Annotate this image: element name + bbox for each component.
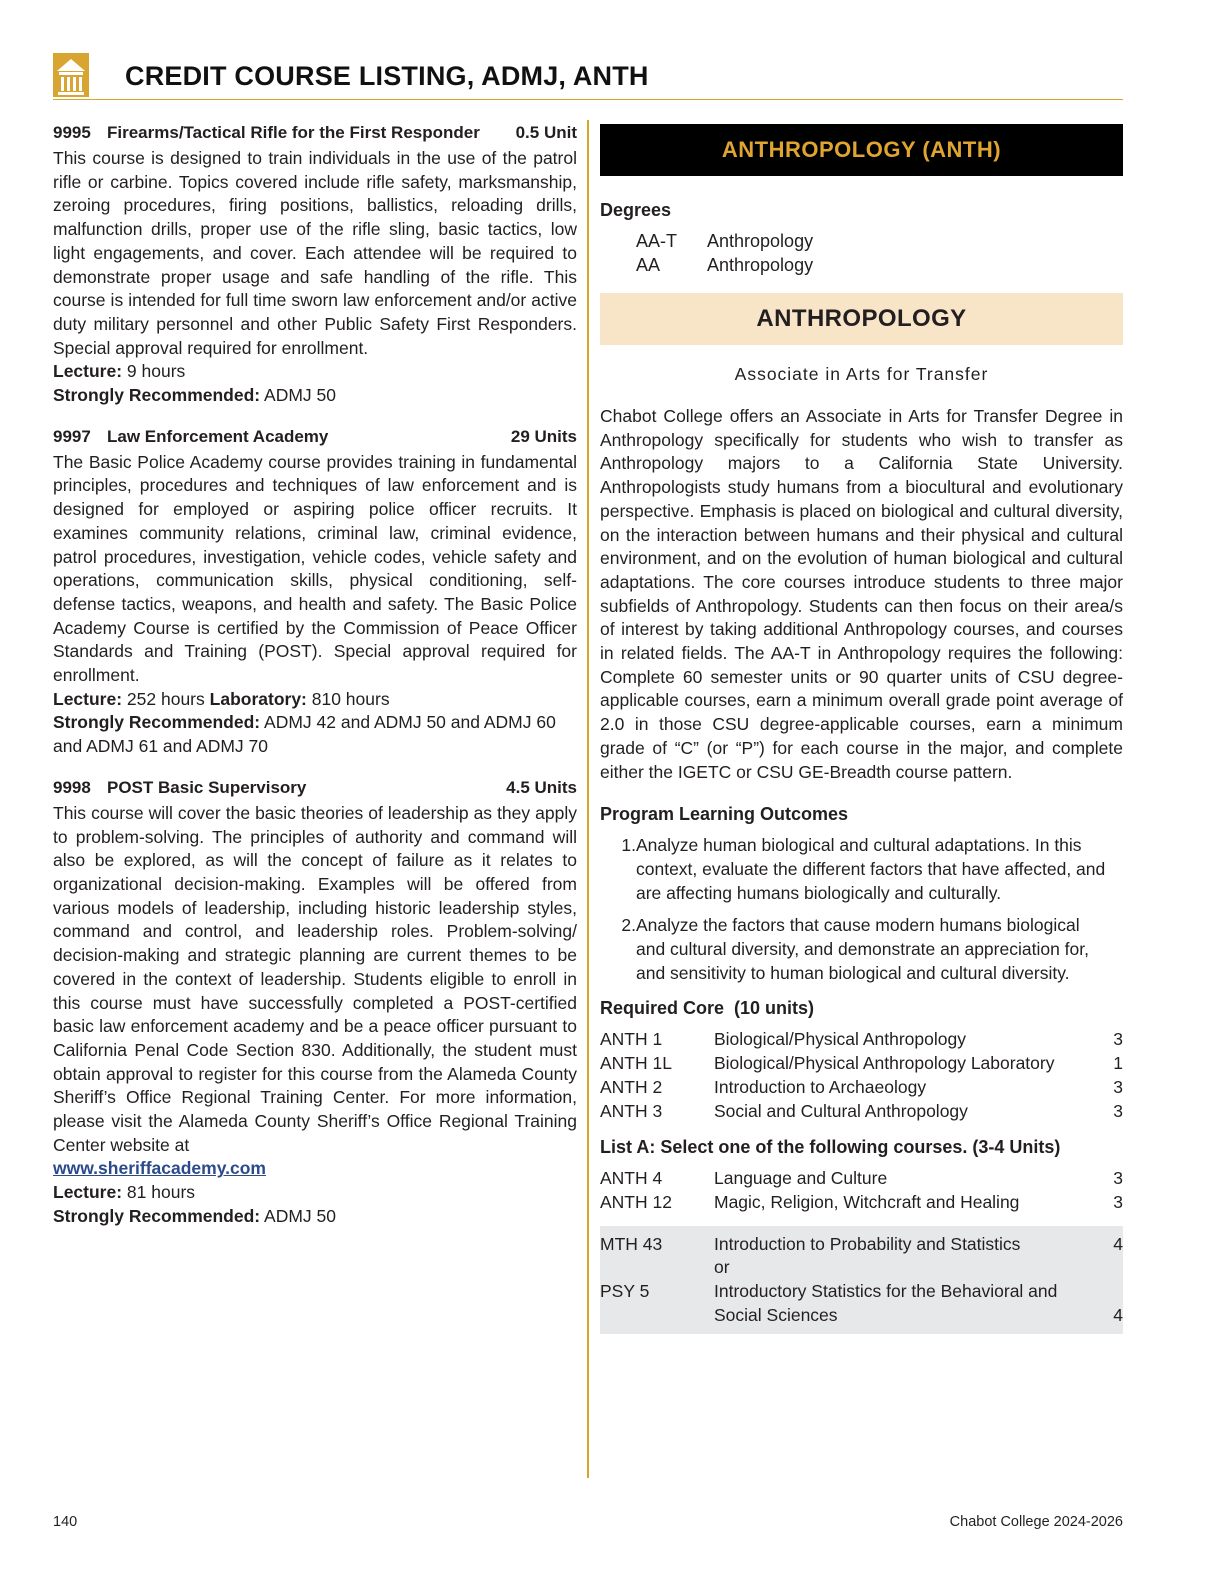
course-header [53, 121, 577, 145]
course-lecture: Lecture: 9 hours [53, 361, 186, 382]
page-header [53, 53, 1123, 100]
list-a-table [600, 1167, 1123, 1214]
course-title: Law Enforcement Academy [107, 426, 329, 446]
course-description: This course will cover the basic theories of leadership as they apply to problem-solving. The principles of authority and command will also be explored, as will the concept of failure as it relates to organizational decision-making. Examples will be offered from various models of leadership, including historic leadership styles, command and control, and leadership roles. Problem-solving/ decision-making and strategic planning are current themes to be covered in the context of leadership. Students eligible to enroll in this course must have successfully completed a POST-certified basic law enforcement academy and be a peace officer pursuant to California Penal Code Section 830. Additionally, the student must obtain approval to register for this course from the Alameda County Sheriff’s Office Regional Training Center. For more information, please visit the Alameda County Sheriff’s Office Regional Training Center website at [53, 802, 577, 1155]
statistics-option-block [600, 1226, 1123, 1334]
degrees-section [600, 198, 1123, 277]
course-recommended: Strongly Recommended: ADMJ 42 and ADMJ 50 and ADMJ 60 and ADMJ 61 and ADMJ 70 [53, 712, 556, 757]
course-number: 9997 [53, 426, 91, 446]
course-lecture: Lecture: 81 hours [53, 1182, 196, 1203]
table-row-continued: Social Sciences 4 [714, 1304, 1123, 1325]
outcomes-heading: Program Learning Outcomes [600, 804, 849, 825]
course-entry [53, 425, 577, 759]
course-description: The Basic Police Academy course provides training in fundamental principles, procedures and techniques of law enforcement and is designed for employed or aspiring police officer recruits. It examines community relations, criminal law, criminal evidence, patrol procedures, investigation, vehicle codes, vehicle safety and operations, communication skills, physical conditioning, self-defense tactics, weapons, and health and safety. The Basic Police Academy Course is certified by the Commission of Peace Officer Standards and Training (POST). Special approval required for enrollment. [53, 451, 577, 686]
course-recommended: Strongly Recommended: ADMJ 50 [53, 385, 336, 406]
or-separator: or [714, 1257, 730, 1278]
publication-footer: Chabot College 2024-2026 [949, 1514, 1123, 1530]
required-core-table [600, 1028, 1123, 1123]
course-units: 4.5 Units [506, 777, 577, 797]
page-number: 140 [53, 1514, 78, 1530]
degree-row [600, 229, 1123, 253]
table-row: ANTH 1L Biological/Physical Anthropology Laboratory 1 [600, 1053, 1123, 1074]
table-row: ANTH 12 Magic, Religion, Witchcraft and Healing 3 [600, 1191, 1123, 1212]
course-number: 9995 [53, 123, 91, 142]
course-header [53, 776, 577, 800]
table-row: PSY 5 Introductory Statistics for the Behavioral and [600, 1281, 1058, 1302]
left-column [53, 121, 577, 1246]
program-description: Chabot College offers an Associate in Arts for Transfer Degree in Anthropology specifically for students who wish to transfer as Anthropology majors to a California State University. Anthropologists study humans from a biocultural and evolutionary perspective. Emphasis is placed on biological and cultural diversity, on the interaction between humans and their physical and cultural environment, and on the evolution of human biological and cultural adaptations. The core courses introduce students to three major subfields of Anthropology. Students can then focus on their area/s of interest by taking additional Anthropology courses, and courses in related fields. The AA-T in Anthropology requires the following: Complete 60 semester units or 90 quarter units of CSU degree-applicable courses, earn a minimum overall grade point average of 2.0 in those CSU degree-applicable courses, earn a minimum grade of “C” (or “P”) for each course in the major, and complete either the IGETC or CSU GE-Breadth course pattern. [600, 406, 1123, 782]
course-entry [53, 776, 577, 1229]
right-column [600, 124, 1123, 1334]
table-row: ANTH 1 Biological/Physical Anthropology 3 [600, 1029, 1123, 1050]
course-title: Firearms/Tactical Rifle for the First Responder [107, 123, 480, 142]
degree-code: AA-T [636, 231, 678, 251]
degrees-heading: Degrees [600, 200, 672, 220]
course-header [53, 425, 577, 449]
course-units: 0.5 Unit [515, 123, 577, 142]
outcome-item: 2. Analyze the factors that cause modern humans biological and cultural diversity, and demonstrate an appreciation for, and sensitivity to human biological and cultural diversity. [621, 915, 1089, 983]
course-units: 29 Units [510, 426, 577, 446]
table-row: ANTH 4 Language and Culture 3 [600, 1168, 1123, 1189]
outcome-item: 1. Analyze human biological and cultural adaptations. In this context, evaluate the different factors that have affected, and are affecting humans biologically and culturally. [621, 835, 1106, 903]
degree-code: AA [636, 255, 661, 275]
table-row: ANTH 3 Social and Cultural Anthropology 3 [600, 1100, 1123, 1121]
outcomes-list [600, 834, 1123, 985]
program-banner: ANTHROPOLOGY [600, 293, 1123, 345]
program-subtitle: Associate in Arts for Transfer [734, 364, 989, 384]
college-building-logo-icon [53, 53, 89, 97]
table-row: MTH 43 Introduction to Probability and Statistics 4 [600, 1233, 1123, 1254]
degree-row [600, 253, 1123, 277]
degree-name: Anthropology [707, 231, 814, 251]
column-divider [587, 120, 589, 1478]
course-recommended: Strongly Recommended: ADMJ 50 [53, 1205, 336, 1226]
course-description: This course is designed to train individuals in the use of the patrol rifle or carbine. Topics covered include rifle safety, marksmanship, zeroing procedures, firing positions, ballistics, reloading drills, malfunction drills, proper use of the rifle sling, basic tactics, low light engagements, and cover. Each attendee will be required to demonstrate proper usage and safe handling of the rifle. This course is intended for full time sworn law enforcement and/or active duty military personnel and other Public Safety First Responders. Special approval required for enrollment. [53, 148, 577, 358]
department-banner: ANTHROPOLOGY (ANTH) [600, 124, 1123, 176]
sheriff-academy-link[interactable]: www.sheriffacademy.com [53, 1158, 266, 1179]
course-lecture-lab: Lecture: 252 hours Laboratory: 810 hours [53, 688, 390, 709]
page-title: CREDIT COURSE LISTING, ADMJ, ANTH [125, 61, 649, 91]
course-entry [53, 121, 577, 408]
required-core-heading: Required Core (10 units) [600, 998, 815, 1019]
table-row: ANTH 2 Introduction to Archaeology 3 [600, 1076, 1123, 1097]
list-a-heading: List A: Select one of the following courses. (3-4 Units) [600, 1137, 1061, 1158]
course-number: 9998 [53, 777, 91, 797]
course-title: POST Basic Supervisory [107, 777, 307, 797]
degree-name: Anthropology [707, 255, 814, 275]
